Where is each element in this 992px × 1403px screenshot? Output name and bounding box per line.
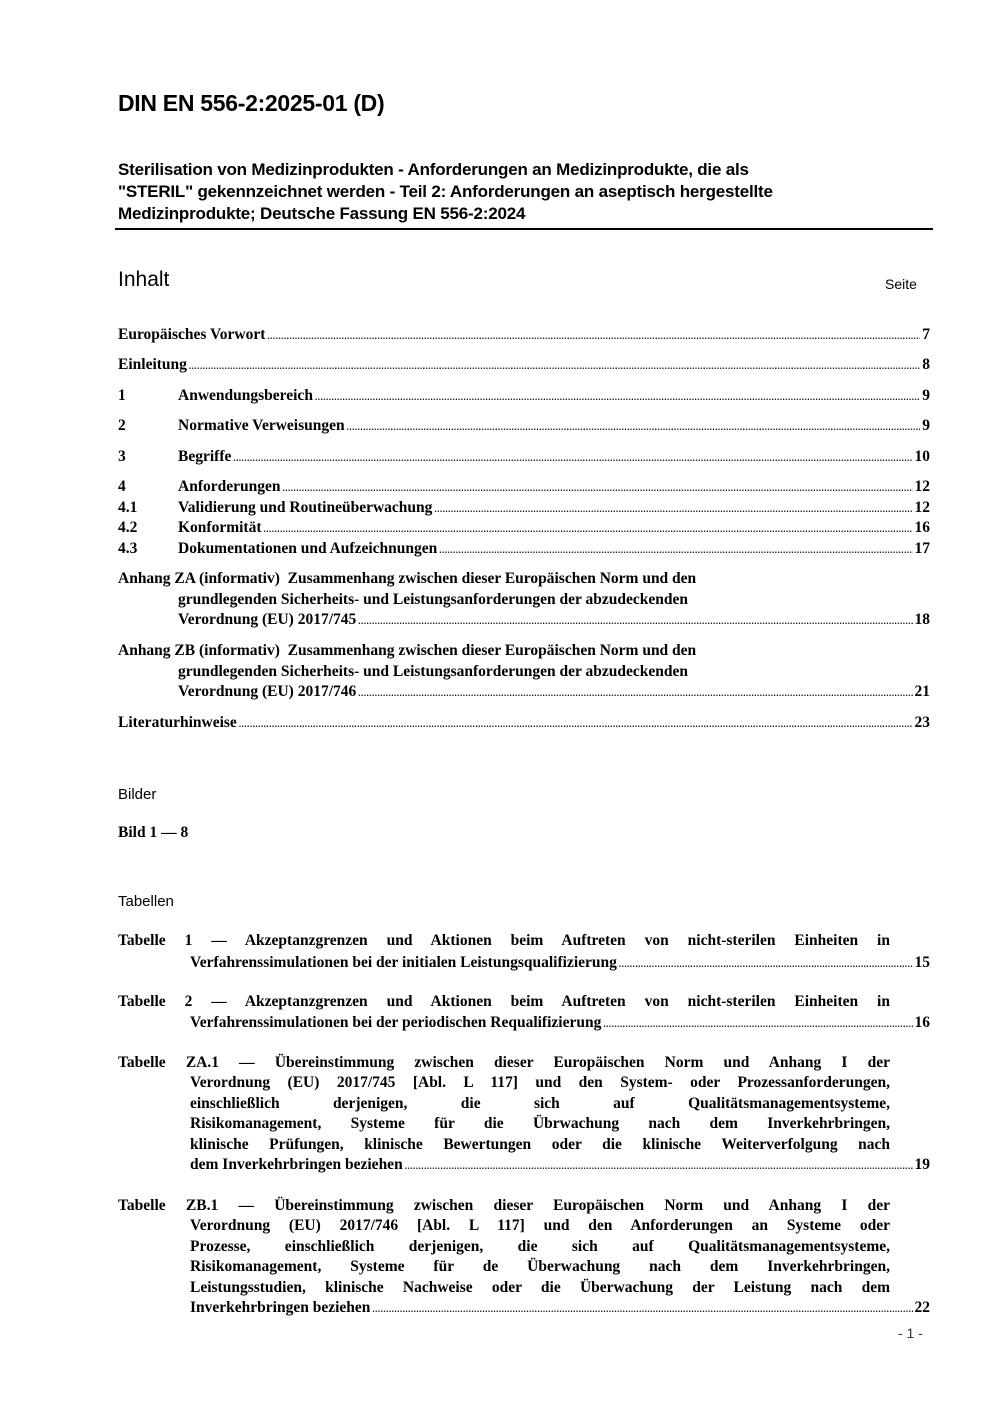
toc-entry[interactable] bbox=[118, 355, 930, 375]
document-title-line: "STERIL" gekennzeichnet werden - Teil 2: Anforderungen an aseptisch hergestellte bbox=[118, 182, 773, 201]
dot-leader bbox=[619, 954, 913, 974]
toc-entry[interactable] bbox=[118, 498, 930, 518]
toc-entry[interactable] bbox=[178, 610, 930, 630]
dot-leader bbox=[189, 356, 920, 376]
toc-entry-page: 21 bbox=[914, 683, 930, 700]
annex-title-line: Verordnung (EU) 2017/745 bbox=[178, 611, 357, 628]
toc-entry-title: Europäisches Vorwort bbox=[118, 326, 266, 343]
dot-leader bbox=[233, 448, 912, 468]
toc-entry-number: 4.3 bbox=[118, 540, 138, 557]
toc-entry[interactable] bbox=[118, 416, 930, 436]
document-title-line: Medizinprodukte; Deutsche Fassung EN 556-2:2024 bbox=[118, 204, 526, 223]
table-title-line: Inverkehrbringen beziehen bbox=[190, 1299, 371, 1316]
toc-entry-number: 4 bbox=[118, 478, 126, 495]
toc-entry-bibliography[interactable] bbox=[118, 713, 930, 733]
table-title-line: Prozesse, einschließlich derjenigen, die sich auf Qualitätsmanagementsysteme, bbox=[190, 1238, 890, 1255]
table-title-line: dem Inverkehrbringen beziehen bbox=[190, 1156, 403, 1173]
annex-title-line: grundlegenden Sicherheits- und Leistungsanforderungen der abzudeckenden bbox=[178, 591, 688, 608]
dot-leader bbox=[358, 683, 912, 703]
toc-entry[interactable] bbox=[118, 518, 930, 538]
figures-heading: Bilder bbox=[118, 786, 157, 803]
table-label: Tabelle ZB.1 — bbox=[118, 1197, 254, 1214]
table-entry[interactable] bbox=[118, 1053, 890, 1073]
toc-entry-page: 7 bbox=[922, 326, 930, 343]
toc-entry-page: 15 bbox=[914, 954, 930, 971]
page-column-label: Seite bbox=[885, 276, 917, 292]
toc-entry-title: Anforderungen bbox=[178, 478, 281, 495]
table-title-line: Verfahrenssimulationen bei der initialen Leistungsqualifizierung bbox=[190, 954, 617, 971]
toc-entry-page: 19 bbox=[914, 1156, 930, 1173]
annex-title-line: grundlegenden Sicherheits- und Leistungsanforderungen der abzudeckenden bbox=[178, 663, 688, 680]
toc-entry[interactable] bbox=[190, 953, 930, 973]
toc-heading: Inhalt bbox=[118, 268, 170, 291]
toc-entry[interactable] bbox=[190, 1013, 930, 1033]
dot-leader bbox=[434, 499, 912, 519]
document-title-line: Sterilisation von Medizinprodukten - Anforderungen an Medizinprodukte, die als bbox=[118, 160, 749, 179]
dot-leader bbox=[405, 1156, 913, 1176]
table-entry[interactable] bbox=[118, 992, 890, 1012]
dot-leader bbox=[439, 540, 912, 560]
table-title-line: Verordnung (EU) 2017/745 [Abl. L 117] und den System- oder Prozessanforderungen, bbox=[190, 1074, 890, 1091]
toc-entry[interactable] bbox=[118, 539, 930, 559]
toc-entry-page: 18 bbox=[914, 611, 930, 628]
toc-entry-title: Konformität bbox=[178, 519, 262, 536]
annex-title-line: Zusammenhang zwischen dieser Europäischen Norm und den bbox=[287, 570, 697, 587]
table-label: Tabelle ZA.1 — bbox=[118, 1054, 255, 1071]
table-title-line: Übereinstimmung zwischen dieser Europäischen Norm und Anhang I der bbox=[274, 1054, 891, 1071]
dot-leader bbox=[603, 1014, 912, 1034]
table-label: Tabelle 1 — bbox=[118, 932, 227, 949]
toc-entry-title: Normative Verweisungen bbox=[178, 417, 345, 434]
tables-heading: Tabellen bbox=[118, 893, 174, 910]
toc-entry[interactable] bbox=[118, 477, 930, 497]
dot-leader bbox=[315, 387, 920, 407]
toc-entry-title: Literaturhinweise bbox=[118, 714, 237, 731]
toc-entry[interactable] bbox=[118, 325, 930, 345]
annex-entry-za[interactable] bbox=[118, 569, 696, 589]
toc-entry-title: Anwendungsbereich bbox=[178, 387, 313, 404]
annex-title-line: Zusammenhang zwischen dieser Europäischen Norm und den bbox=[287, 642, 697, 659]
toc-entry-title: Einleitung bbox=[118, 356, 187, 373]
toc-entry-number: 4.1 bbox=[118, 499, 138, 516]
toc-entry-number: 3 bbox=[118, 448, 126, 465]
table-title-line: Risikomanagement, Systeme für de Überwachung nach dem Inverkehrbringen, bbox=[190, 1258, 890, 1275]
title-divider bbox=[115, 228, 933, 230]
table-title-line: Akzeptanzgrenzen und Aktionen beim Auftreten von nicht-sterilen Einheiten in bbox=[244, 993, 890, 1010]
toc-entry-page: 12 bbox=[914, 478, 930, 495]
table-title-line: Verfahrenssimulationen bei der periodischen Requalifizierung bbox=[190, 1014, 602, 1031]
table-entry[interactable] bbox=[118, 1196, 890, 1216]
toc-entry-page: 17 bbox=[914, 540, 930, 557]
annex-title-line: Verordnung (EU) 2017/746 bbox=[178, 683, 357, 700]
toc-entry[interactable] bbox=[118, 447, 930, 467]
dot-leader bbox=[347, 417, 921, 437]
toc-entry[interactable] bbox=[178, 682, 930, 702]
document-id: DIN EN 556-2:2025-01 (D) bbox=[118, 90, 385, 116]
page-number: - 1 - bbox=[898, 1325, 923, 1341]
toc-entry-page: 16 bbox=[914, 1014, 930, 1031]
table-label: Tabelle 2 — bbox=[118, 993, 227, 1010]
toc-entry-title: Begriffe bbox=[178, 448, 232, 465]
toc-entry-number: 2 bbox=[118, 417, 126, 434]
dot-leader bbox=[358, 611, 912, 631]
dot-leader bbox=[267, 326, 920, 346]
table-title-line: Risikomanagement, Systeme für die Übrwachung nach dem Inverkehrbringen, bbox=[190, 1115, 890, 1132]
toc-entry-page: 10 bbox=[914, 448, 930, 465]
toc-entry[interactable] bbox=[118, 386, 930, 406]
toc-entry[interactable] bbox=[190, 1298, 930, 1318]
dot-leader bbox=[372, 1299, 912, 1319]
annex-entry-zb[interactable] bbox=[118, 641, 696, 661]
toc-entry-number: 1 bbox=[118, 387, 126, 404]
toc-entry[interactable] bbox=[190, 1155, 930, 1175]
toc-entry-title: Validierung und Routineüberwachung bbox=[178, 499, 433, 516]
toc-entry-title: Dokumentationen und Aufzeichnungen bbox=[178, 540, 438, 557]
toc-entry-page: 16 bbox=[914, 519, 930, 536]
toc-entry-page: 23 bbox=[914, 714, 930, 731]
annex-label: Anhang ZA (informativ) bbox=[118, 570, 280, 587]
table-title-line: Übereinstimmung zwischen dieser Europäischen Norm und Anhang I der bbox=[274, 1197, 891, 1214]
toc-entry-page: 9 bbox=[922, 387, 930, 404]
figure-entry[interactable]: Bild 1 — 8 bbox=[118, 824, 189, 841]
toc-entry-page: 9 bbox=[922, 417, 930, 434]
toc-entry-page: 8 bbox=[922, 356, 930, 373]
dot-leader bbox=[264, 519, 913, 539]
table-title-line: klinische Prüfungen, klinische Bewertungen oder die klinische Weiterverfolgung nach bbox=[190, 1136, 890, 1153]
table-title-line: Verordnung (EU) 2017/746 [Abl. L 117] und den Anforderungen an Systeme oder bbox=[190, 1217, 890, 1234]
toc-entry-page: 22 bbox=[914, 1299, 930, 1316]
dot-leader bbox=[239, 714, 913, 734]
annex-label: Anhang ZB (informativ) bbox=[118, 642, 280, 659]
dot-leader bbox=[282, 478, 912, 498]
table-title-line: Leistungsstudien, klinische Nachweise oder die Überwachung der Leistung nach dem bbox=[190, 1279, 890, 1296]
table-title-line: einschließlich derjenigen, die sich auf Qualitätsmanagementsysteme, bbox=[190, 1095, 890, 1112]
table-entry[interactable] bbox=[118, 931, 890, 951]
table-title-line: Akzeptanzgrenzen und Aktionen beim Auftreten von nicht-sterilen Einheiten in bbox=[244, 932, 890, 949]
toc-entry-page: 12 bbox=[914, 499, 930, 516]
toc-entry-number: 4.2 bbox=[118, 519, 138, 536]
